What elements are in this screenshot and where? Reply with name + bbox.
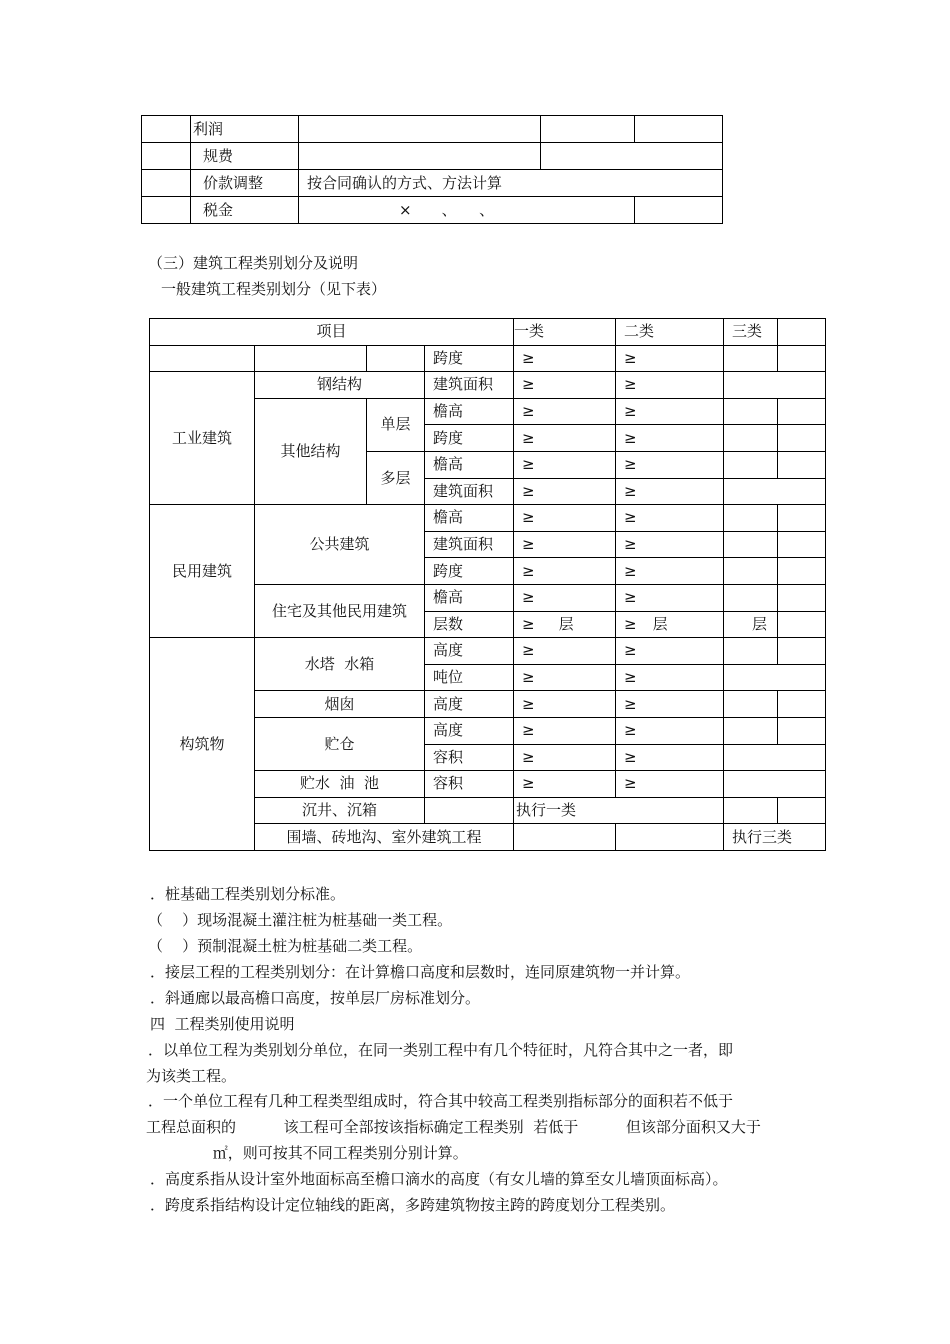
header-class2: 二类 xyxy=(616,319,724,346)
table-row xyxy=(142,170,723,197)
section-heading: （三）建筑工程类别划分及说明 xyxy=(148,254,359,272)
fee-name: 利润 xyxy=(191,116,299,143)
table-row: 贮水 油 池 容积 ≥ ≥ xyxy=(150,771,826,798)
table-row xyxy=(142,197,723,224)
note-line: 为该类工程。 xyxy=(146,1067,237,1085)
table-row: 多层 檐高 ≥ ≥ xyxy=(150,451,826,478)
fee-table xyxy=(141,115,723,224)
note-line: ．跨度系指结构设计定位轴线的距离，多跨建筑物按主跨的跨度划分工程类别。 xyxy=(150,1196,676,1214)
table-row: 烟囱 高度 ≥ ≥ xyxy=(150,691,826,718)
note-line: （ ）预制混凝土桩为桩基础二类工程。 xyxy=(148,937,423,955)
table-row: 围墙、砖地沟、室外建筑工程 执行三类 xyxy=(150,824,826,851)
table-row: 跨度 ≥ ≥ xyxy=(150,558,826,585)
note-line: 四 工程类别使用说明 xyxy=(150,1015,295,1033)
table-row: 吨位 ≥ ≥ xyxy=(150,664,826,691)
table-row: 沉井、沉箱 执行一类 xyxy=(150,797,826,824)
note-line: （ ）现场混凝土灌注桩为桩基础一类工程。 xyxy=(148,911,453,929)
fee-name: 规费 xyxy=(191,143,299,170)
table-row xyxy=(142,116,723,143)
section-subheading: 一般建筑工程类别划分（见下表） xyxy=(161,280,387,298)
table-row: 建筑面积 ≥ ≥ xyxy=(150,531,826,558)
note-line: ㎡，则可按其不同工程类别分别计算。 xyxy=(146,1144,468,1162)
fee-name: 税金 xyxy=(191,197,299,224)
note-line: ．接层工程的工程类别划分：在计算檐口高度和层数时，连同原建筑物一并计算。 xyxy=(150,963,691,981)
header-class1: 一类 xyxy=(514,319,616,346)
note-line: ．一个单位工程有几种工程类型组成时，符合其中较高工程类别指标部分的面积若不低于 xyxy=(148,1092,734,1110)
note-line: 工程总面积的 该工程可全部按该指标确定工程类别 若低于 但该部分面积又大于 xyxy=(146,1118,761,1136)
table-row: 跨度 ≥ ≥ xyxy=(150,345,826,372)
table-row: 工业建筑 钢结构 建筑面积 ≥ ≥ xyxy=(150,372,826,399)
table-row: 民用建筑 公共建筑 檐高 ≥ ≥ xyxy=(150,505,826,532)
table-row xyxy=(142,143,723,170)
fee-value: 按合同确认的方式、方法计算 xyxy=(299,170,723,197)
table-row: 住宅及其他民用建筑 檐高 ≥ ≥ xyxy=(150,584,826,611)
fee-value: × 、 、 xyxy=(299,197,635,224)
note-line: ．桩基础工程类别划分标准。 xyxy=(150,885,346,903)
table-row: 建筑面积 ≥ ≥ xyxy=(150,478,826,505)
table-row: 容积 ≥ ≥ xyxy=(150,744,826,771)
classification-table xyxy=(149,318,826,851)
note-line: ．高度系指从设计室外地面标高至檐口滴水的高度（有女儿墙的算至女儿墙顶面标高）。 xyxy=(150,1170,728,1188)
table-row: 其他结构 单层 檐高 ≥ ≥ xyxy=(150,398,826,425)
header-item: 项目 xyxy=(150,319,514,346)
note-line: ．以单位工程为类别划分单位，在同一类别工程中有几个特征时，凡符合其中之一者，即 xyxy=(148,1041,734,1059)
header-class3: 三类 xyxy=(724,319,778,346)
note-line: ．斜通廊以最高檐口高度，按单层厂房标准划分。 xyxy=(150,989,481,1007)
category-structures: 构筑物 xyxy=(150,638,255,851)
fee-name: 价款调整 xyxy=(191,170,299,197)
category-civil: 民用建筑 xyxy=(150,505,255,638)
table-row: 构筑物 水塔 水箱 高度 ≥ ≥ xyxy=(150,638,826,665)
table-row xyxy=(150,319,826,346)
table-row: 层数 ≥ 层 ≥ 层 层 xyxy=(150,611,826,638)
table-row: 贮仓 高度 ≥ ≥ xyxy=(150,717,826,744)
category-industrial: 工业建筑 xyxy=(150,372,255,505)
table-row: 跨度 ≥ ≥ xyxy=(150,425,826,452)
